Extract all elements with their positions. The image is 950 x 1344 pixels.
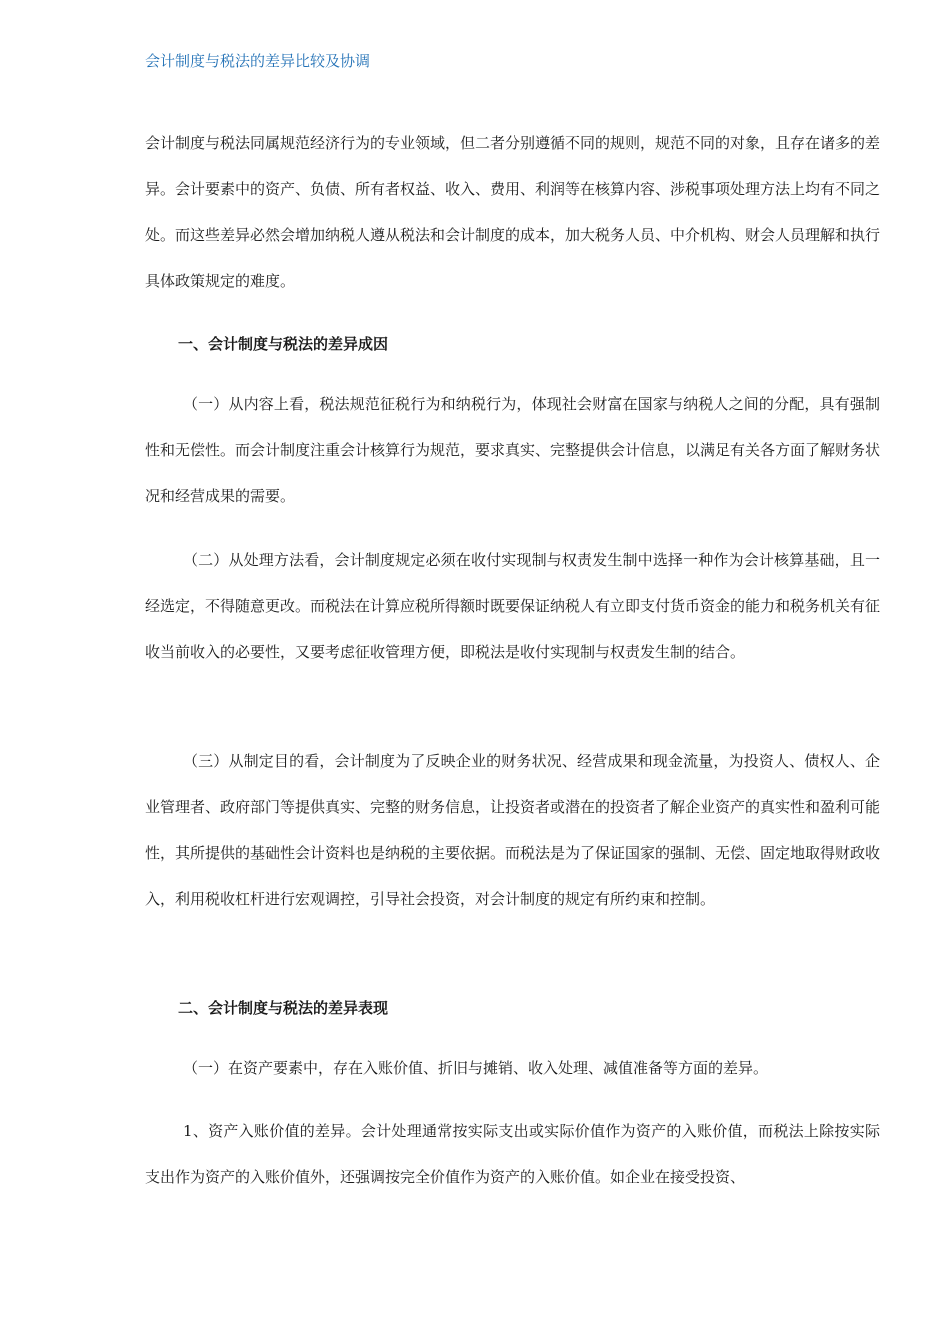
- section-1-paragraph-1: （一）从内容上看，税法规范征税行为和纳税行为，体现社会财富在国家与纳税人之间的分配，具有强制性和无偿性。而会计制度注重会计核算行为规范，要求真实、完整提供会计信息，以满足有关各方面了解财务状况和经营成果的需要。: [145, 395, 881, 505]
- section-1-heading: 一、会计制度与税法的差异成因: [178, 335, 389, 353]
- intro-paragraph: 会计制度与税法同属规范经济行为的专业领域，但二者分别遵循不同的规则，规范不同的对象，且存在诸多的差异。会计要素中的资产、负债、所有者权益、收入、费用、利润等在核算内容、涉税事项处理方法上均有不同之处。而这些差异必然会增加纳税人遵从税法和会计制度的成本，加大税务人员、中介机构、财会人员理解和执行具体政策规定的难度。: [145, 134, 881, 290]
- section-2-paragraph-2: 1、资产入账价值的差异。会计处理通常按实际支出或实际价值作为资产的入账价值，而税法上除按实际支出作为资产的入账价值外，还强调按完全价值作为资产的入账价值。如企业在接受投资、: [145, 1122, 880, 1186]
- section-2-heading: 二、会计制度与税法的差异表现: [178, 999, 389, 1017]
- section-1-paragraph-2: （二）从处理方法看，会计制度规定必须在收付实现制与权责发生制中选择一种作为会计核算基础，且一经选定，不得随意更改。而税法在计算应税所得额时既要保证纳税人有立即支付货币资金的能力和税务机关有征收当前收入的必要性，又要考虑征收管理方便，即税法是收付实现制与权责发生制的结合。: [145, 551, 881, 661]
- document-title: 会计制度与税法的差异比较及协调: [145, 52, 371, 70]
- section-2-paragraph-1: （一）在资产要素中，存在入账价值、折旧与摊销、收入处理、减值准备等方面的差异。: [183, 1059, 769, 1077]
- section-1-paragraph-3: （三）从制定目的看，会计制度为了反映企业的财务状况、经营成果和现金流量，为投资人、债权人、企业管理者、政府部门等提供真实、完整的财务信息，让投资者或潜在的投资者了解企业资产的真实性和盈利可能性，其所提供的基础性会计资料也是纳税的主要依据。而税法是为了保证国家的强制、无偿、固定地取得财政收入，利用税收杠杆进行宏观调控，引导社会投资，对会计制度的规定有所约束和控制。: [145, 752, 881, 908]
